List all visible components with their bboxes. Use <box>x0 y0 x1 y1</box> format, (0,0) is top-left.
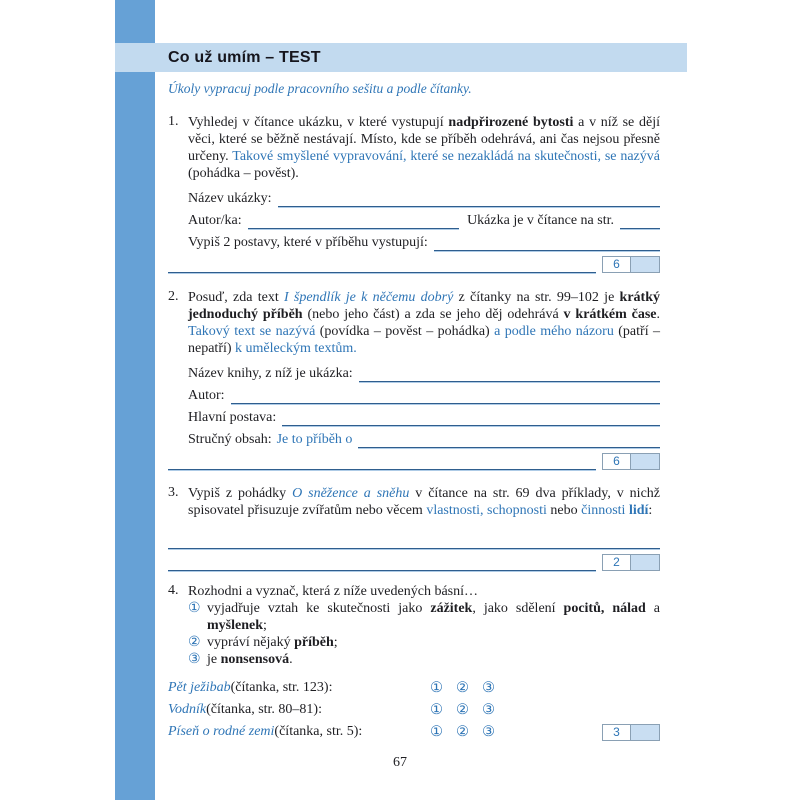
circled-1-icon: ① <box>188 601 201 616</box>
vypis-postavy-field[interactable] <box>434 234 660 251</box>
task-4-score-max: 3 <box>602 724 631 741</box>
option-3 <box>188 651 660 668</box>
poem-title: Pět ježibab <box>168 680 231 695</box>
poem-title: Píseň o rodné zemi <box>168 724 275 739</box>
autor-row <box>188 382 660 404</box>
task-2-last-row <box>188 448 660 470</box>
ukazka-str-label: Ukázka je v čítance na str. <box>467 213 614 228</box>
circled-3-icon: ③ <box>188 652 201 667</box>
poem-ref: (čítanka, str. 80–81): <box>206 702 322 717</box>
nazev-knihy-label: Název knihy, z níž je ukázka: <box>188 366 353 381</box>
autor-field[interactable] <box>231 387 660 404</box>
task-4-head: Rozhodni a vyznač, která z níže uvedených básní… <box>188 584 479 599</box>
poems-list <box>168 677 660 743</box>
option-2 <box>188 634 660 651</box>
poem-3-choice-3[interactable]: ③ <box>482 724 495 740</box>
poem-2-choice-3[interactable]: ③ <box>482 702 495 718</box>
option-3-text: je nonsensová. <box>207 652 293 667</box>
poem-1-choices <box>430 678 495 698</box>
circled-2-icon: ② <box>188 635 201 650</box>
poem-1-choice-3[interactable]: ③ <box>482 680 495 696</box>
task-1 <box>168 114 660 273</box>
task-4-score-box <box>602 724 660 741</box>
poem-2-choices <box>430 700 495 720</box>
task-3-score-box <box>602 554 660 571</box>
poem-3-choices <box>430 722 495 742</box>
task-3-fill-rows <box>188 527 660 571</box>
task-1-text: Vyhledej v čítance ukázku, v které vystupují nadpřirozené bytosti a v níž se dějí věci, které se běžně nestávají. Místo, kde se příběh odehrává, ani čas nejsou přesně určeny. Takové smyšlené vypravování, které se nezakládá na skutečnosti, se nazývá (pohádka – pověst). <box>188 115 660 181</box>
poem-1-choice-2[interactable]: ② <box>456 680 469 696</box>
section-header-band <box>115 43 687 72</box>
section-title: Co už umím – TEST <box>168 49 321 66</box>
option-1-text: vyjadřuje vztah ke skutečnosti jako zážitek, jako sdělení pocitů, nálad a myšlenek; <box>207 601 660 633</box>
poem-1-choice-1[interactable]: ① <box>430 680 443 696</box>
task-3-score-input-cell[interactable] <box>631 554 660 571</box>
hlavni-postava-label: Hlavní postava: <box>188 410 277 425</box>
nazev-knihy-row <box>188 360 660 382</box>
nazev-knihy-field[interactable] <box>359 365 660 382</box>
task-2-text: Posuď, zda text I špendlík je k něčemu dobrý z čítanky na str. 99–102 je krátký jednoduchý příběh (nebo jeho část) a zda se jeho děj odehrává v krátkém čase. Takový text se nazývá (povídka – pověst – pohádka) a podle mého názoru (patří – nepatří) k uměleckým textům. <box>188 290 660 356</box>
strucny-obsah-label: Stručný obsah: <box>188 432 272 447</box>
task-4-number: 4. <box>168 583 179 598</box>
poem-row-pet-jezibab <box>168 677 660 699</box>
strucny-obsah-hint: Je to příběh o <box>276 432 353 447</box>
option-2-text: vypráví nějaký příběh; <box>207 635 338 650</box>
task-3 <box>168 485 660 571</box>
task-1-fill-rows <box>188 185 660 273</box>
task-2-number: 2. <box>168 289 179 304</box>
poem-title: Vodník <box>168 702 207 717</box>
hlavni-postava-field[interactable] <box>282 409 660 426</box>
poem-ref: (čítanka, str. 5): <box>274 724 363 739</box>
autor-ka-row <box>188 207 660 229</box>
instructions-subtitle: Úkoly vypracuj podle pracovního sešitu a podle čítanky. <box>168 81 472 96</box>
vypis-postavy-label: Vypiš 2 postavy, které v příběhu vystupují: <box>188 235 428 250</box>
task-3-number: 3. <box>168 485 179 500</box>
poem-3-choice-2[interactable]: ② <box>456 724 469 740</box>
priklady-field-1[interactable] <box>168 532 660 549</box>
task-1-last-row <box>188 251 660 273</box>
poem-row-pisen-o-rodne-zemi <box>168 721 660 743</box>
poem-2-choice-2[interactable]: ② <box>456 702 469 718</box>
task-4 <box>168 583 660 743</box>
page-number: 67 <box>393 755 407 770</box>
task-1-score-input-cell[interactable] <box>631 256 660 273</box>
poem-3-choice-1[interactable]: ① <box>430 724 443 740</box>
task-1-number: 1. <box>168 114 179 129</box>
nazev-ukazky-label: Název ukázky: <box>188 191 272 206</box>
priklady-field-2[interactable] <box>168 554 596 571</box>
priklady-row-1 <box>188 527 660 549</box>
poem-2-choice-1[interactable]: ① <box>430 702 443 718</box>
worksheet-content <box>168 80 660 743</box>
autor-ka-label: Autor/ka: <box>188 213 242 228</box>
task-1-score-max: 6 <box>602 256 631 273</box>
hlavni-postava-row <box>188 404 660 426</box>
strucny-obsah-field-2[interactable] <box>168 453 596 470</box>
task-3-text: Vypiš z pohádky O sněžence a sněhu v čítance na str. 69 dva příklady, v nichž spisovatel přisuzuje zvířatům nebo věcem vlastnosti, schopnosti nebo činnosti lidí: <box>188 486 660 518</box>
poem-ref: (čítanka, str. 123): <box>230 680 333 695</box>
autor-ka-field[interactable] <box>248 212 459 229</box>
autor-label: Autor: <box>188 388 225 403</box>
task-2-score-box <box>602 453 660 470</box>
nazev-ukazky-field[interactable] <box>278 190 660 207</box>
task-3-last-row <box>188 549 660 571</box>
nazev-ukazky-row <box>188 185 660 207</box>
task-4-options <box>188 600 660 668</box>
task-2-fill-rows <box>188 360 660 470</box>
task-2-score-max: 6 <box>602 453 631 470</box>
task-2-score-input-cell[interactable] <box>631 453 660 470</box>
task-1-score-box <box>602 256 660 273</box>
option-1 <box>188 600 660 634</box>
ukazka-str-field[interactable] <box>620 212 660 229</box>
strucny-obsah-field[interactable] <box>358 431 660 448</box>
strucny-obsah-row <box>188 426 660 448</box>
task-4-score-input-cell[interactable] <box>631 724 660 741</box>
vypis-postavy-field-2[interactable] <box>168 256 596 273</box>
task-3-score-max: 2 <box>602 554 631 571</box>
vypis-postavy-row <box>188 229 660 251</box>
task-2 <box>168 289 660 470</box>
poem-row-vodnik <box>168 699 660 721</box>
left-margin-stripe <box>115 0 155 800</box>
